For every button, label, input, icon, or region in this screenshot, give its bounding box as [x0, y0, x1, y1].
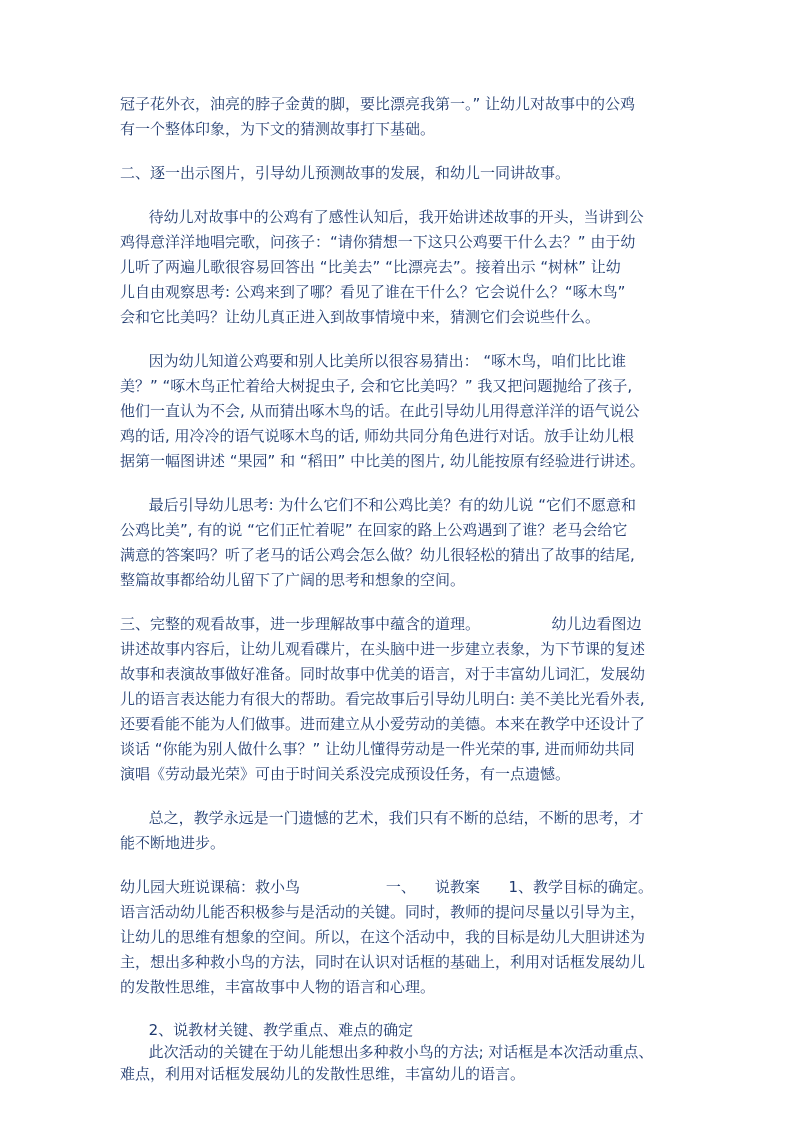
text-line: 能不断地进步。	[120, 834, 226, 852]
section-heading-2	[120, 161, 690, 186]
text-line: 冠子花外衣，油亮的脖子金黄的脚，要比漂亮我第一。” 让幼儿对故事中的公鸡	[120, 95, 636, 113]
text-line: 美？” “啄木鸟正忙着给大树捉虫子, 会和它比美吗？” 我又把问题抛给了孩子,	[120, 377, 633, 395]
text-line: 主，想出多种救小鸟的方法，同时在认识对话框的基础上，利用对话框发展幼儿	[120, 953, 646, 971]
paragraph-woodpecker	[120, 349, 690, 474]
text-line: 二、逐一出示图片，引导幼儿预测故事的发展，和幼儿一同讲故事。	[120, 164, 571, 182]
text-line: 儿听了两遍儿歌很容易回答出 “比美去” “比漂亮去”。接着出示 “树林” 让幼	[120, 258, 621, 276]
text-line: 儿自由观察思考: 公鸡来到了哪？看见了谁在干什么？它会说什么？“啄木鸟”	[120, 283, 626, 301]
text-line: 他们一直认为不会, 从而猜出啄木鸟的话。在此引导幼儿用得意洋洋的语气说公	[120, 402, 640, 420]
text-line: 的发散性思维，丰富故事中人物的语言和心理。	[120, 978, 436, 996]
section-heading-3	[120, 612, 690, 787]
paragraph-ending	[120, 493, 690, 593]
text-line: 三、完整的观看故事，进一步理解故事中蕴含的道理。 幼儿边看图边	[120, 615, 642, 633]
paragraph-key-points	[120, 1019, 690, 1085]
paragraph-rooster-intro	[120, 92, 690, 142]
text-line: 讲述故事内容后，让幼儿观看碟片，在头脑中进一步建立表象，为下节课的复述	[120, 640, 646, 658]
text-line: 此次活动的关键在于幼儿能想出多种救小鸟的方法; 对话框是本次活动重点、	[120, 1043, 654, 1061]
text-line: 有一个整体印象，为下文的猜测故事打下基础。	[120, 120, 436, 138]
text-line: 鸡的话, 用冷冷的语气说啄木鸟的话, 师幼共同分角色进行对话。放手让幼儿根	[120, 427, 635, 445]
text-line: 鸡得意洋洋地唱完歌，问孩子：“请你猜想一下这只公鸡要干什么去？” 由于幼	[120, 233, 636, 251]
text-line: 满意的答案吗？听了老马的话公鸡会怎么做？幼儿很轻松的猜出了故事的结尾,	[120, 546, 635, 564]
text-line: 整篇故事都给幼儿留下了广阔的思考和想象的空间。	[120, 571, 466, 589]
text-line: 总之，教学永远是一门遗憾的艺术，我们只有不断的总结，不断的思考，才	[120, 809, 644, 827]
text-line: 难点，利用对话框发展幼儿的发散性思维，丰富幼儿的语言。	[120, 1065, 526, 1083]
document-page	[120, 92, 690, 1085]
text-line: 幼儿园大班说课稿：救小鸟 一、 说教案 1、教学目标的确定。	[120, 878, 654, 896]
text-line: 儿的语言表达能力有很大的帮助。看完故事后引导幼儿明白: 美不美比光看外表,	[120, 690, 645, 708]
text-line: 因为幼儿知道公鸡要和别人比美所以很容易猜出： “啄木鸟，咱们比比谁	[120, 352, 627, 370]
text-line: 2、说教材关键、教学重点、难点的确定	[120, 1021, 414, 1039]
text-line: 演唱《劳动最光荣》可由于时间关系没完成预设任务，有一点遗憾。	[120, 765, 571, 783]
text-line: 公鸡比美”, 有的说 “它们正忙着呢” 在回家的路上公鸡遇到了谁？老马会给它	[120, 521, 628, 539]
text-line: 还要看能不能为人们做事。进而建立从小爱劳动的美德。本来在教学中还设计了	[120, 715, 646, 733]
text-line: 会和它比美吗？让幼儿真正进入到故事情境中来，猜测它们会说些什么。	[120, 308, 601, 326]
text-line: 待幼儿对故事中的公鸡有了感性认知后，我开始讲述故事的开头，当讲到公	[120, 208, 644, 226]
paragraph-story-start	[120, 205, 690, 330]
paragraph-lesson-rescue-bird	[120, 875, 690, 1000]
text-line: 谈话 “你能为别人做什么事？” 让幼儿懂得劳动是一件光荣的事, 进而师幼共同	[120, 740, 635, 758]
text-line: 让幼儿的思维有想象的空间。所以，在这个活动中，我的目标是幼儿大胆讲述为	[120, 928, 646, 946]
text-line: 语言活动幼儿能否积极参与是活动的关键。同时，教师的提问尽量以引导为主，	[120, 903, 646, 921]
paragraph-summary	[120, 806, 690, 856]
text-line: 最后引导幼儿思考: 为什么它们不和公鸡比美？有的幼儿说 “它们不愿意和	[120, 496, 636, 514]
text-line: 故事和表演故事做好准备。同时故事中优美的语言，对于丰富幼儿词汇，发展幼	[120, 665, 646, 683]
text-line: 据第一幅图讲述 “果园” 和 “稻田” 中比美的图片, 幼儿能按原有经验进行讲述。	[120, 452, 645, 470]
